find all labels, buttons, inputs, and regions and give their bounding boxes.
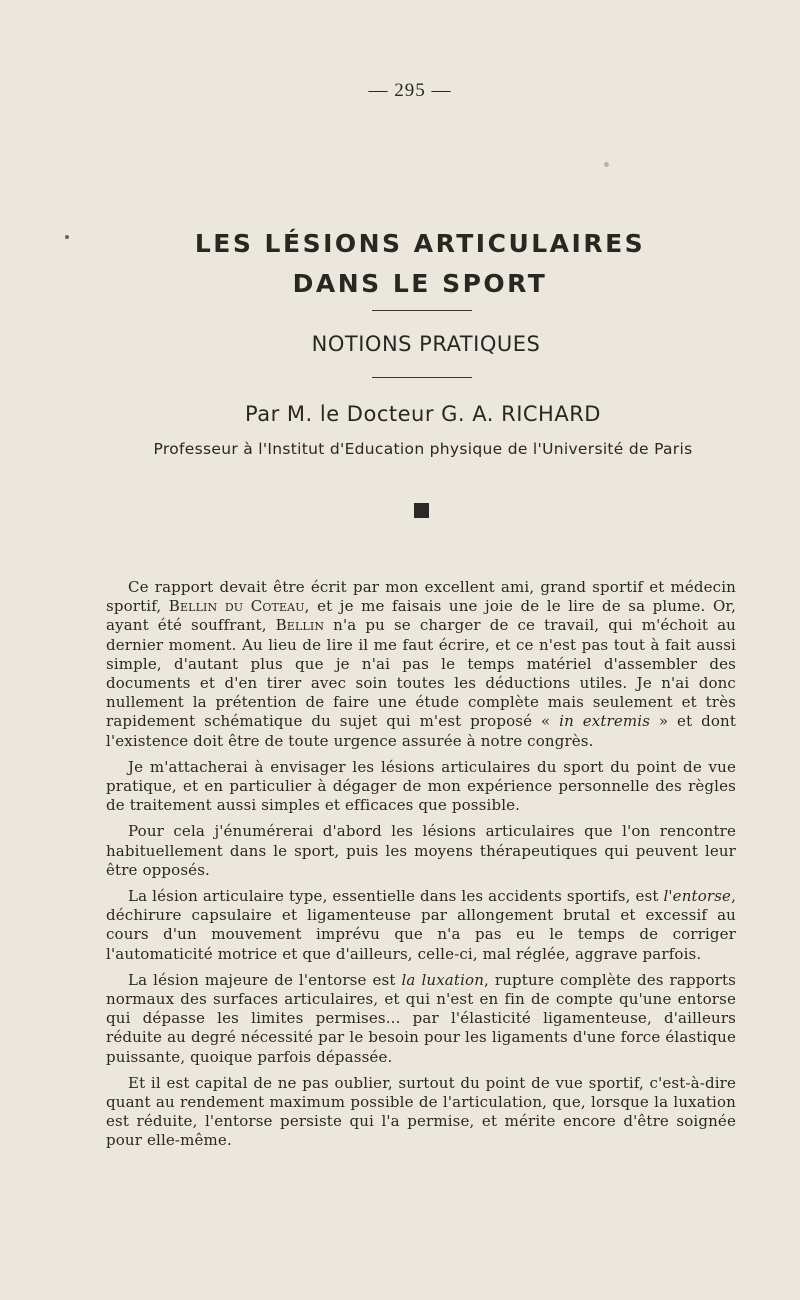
page-number: — 295 — bbox=[368, 80, 452, 101]
article-title bbox=[0, 224, 800, 304]
paragraph-5: La lésion majeure de l'entorse est la luxation, rupture complète des rapports normaux des surfaces articulaires, et qui n'est en fin de compte qu'une entorse qui dépasse les limites permises... par l'élasticité ligamenteuse, d'ailleurs réduite au degré nécessité par le besoin pour les ligaments d'une force élastique puissante, quoique parfois dépassée. bbox=[106, 970, 737, 1066]
title-line-1: LES LÉSIONS ARTICULAIRES bbox=[194, 229, 646, 258]
title-divider bbox=[372, 310, 472, 311]
emphasis: in extremis bbox=[559, 712, 651, 731]
author-name: Bellin bbox=[275, 616, 325, 635]
paragraph-1: Ce rapport devait être écrit par mon excellent ami, grand sportif et médecin sportif, Bellin du Coteau, et je me faisais une joie de le lire de sa plume. Or, ayant été souffrant, Bellin n'a pu se charger de ce travail, qui m'échoit au dernier moment. Au lieu de lire il me faut écrire, et ce n'est pas tout à fait aussi simple, d'autant plus que je n'ai pas le temps matériel d'assembler des documents et d'en tirer avec soin toutes les déductions utiles. Je n'ai donc nullement la prétention de faire une étude complète mais seulement et très rapidement schématique du sujet qui m'est proposé « in extremis » et dont l'existence doit être de toute urgence assurée à notre congrès. bbox=[106, 578, 736, 750]
author-name: Bellin du Coteau bbox=[168, 597, 305, 616]
author-line: Par M. le Docteur G. A. RICHARD bbox=[245, 402, 601, 426]
paragraph-2: Je m'attacherai à envisager les lésions articulaires du sport du point de vue pratique, et en particulier à dégager de mon expérience personnelle des règles de traitement aussi simples et efficaces que possible. bbox=[106, 757, 736, 815]
subtitle-divider bbox=[372, 377, 472, 378]
paragraph-6: Et il est capital de ne pas oublier, surtout du point de vue sportif, c'est-à-dire quant au rendement maximum possible de l'articulation, que, lorsque la luxation est réduite, l'entorse persiste qui l'a permise, et mérite encore d'être soignée pour elle-même. bbox=[106, 1073, 736, 1150]
emphasis: l'entorse bbox=[663, 887, 732, 906]
author-affiliation: Professeur à l'Institut d'Education physique de l'Université de Paris bbox=[153, 440, 693, 458]
section-ornament bbox=[414, 503, 429, 518]
paper-speck bbox=[604, 162, 609, 167]
title-line-2: DANS LE SPORT bbox=[292, 269, 548, 298]
article-body bbox=[106, 578, 736, 1158]
paragraph-3: Pour cela j'énumérerai d'abord les lésions articulaires que l'on rencontre habituellement dans le sport, puis les moyens thérapeutiques qui peuvent leur être opposés. bbox=[106, 822, 736, 879]
emphasis: la luxation bbox=[401, 970, 485, 989]
subtitle: NOTIONS PRATIQUES bbox=[311, 332, 541, 356]
paragraph-4: La lésion articulaire type, essentielle dans les accidents sportifs, est l'entorse, déchirure capsulaire et ligamenteuse par allongement brutal et excessif au cours d'un mouvement imprévu que n'a pas eu le temps de corriger l'automaticité motrice et que d'ailleurs, celle-ci, mal réglée, aggrave parfois. bbox=[106, 887, 736, 963]
